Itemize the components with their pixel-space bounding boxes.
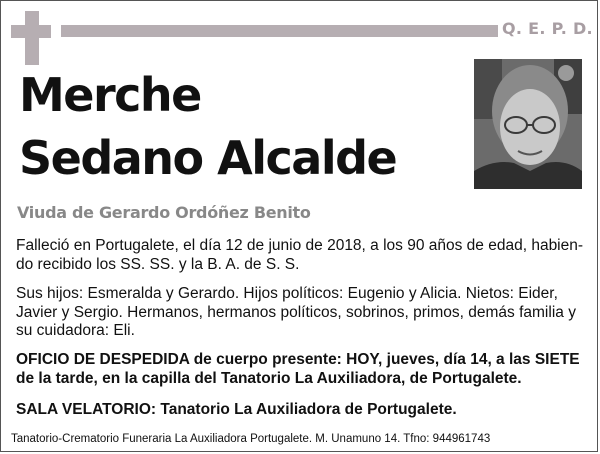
qepd-label: Q. E. P. D. <box>502 19 593 38</box>
farewell-service-paragraph: OFICIO DE DESPEDIDA de cuerpo presente: HOY, jueves, día 14, a las SIETE de la tarde, en la capilla del Tanatorio La Auxiliadora, de Portugalete. <box>16 351 580 387</box>
widow-of-line: Viuda de Gerardo Ordóñez Benito <box>17 203 311 222</box>
deceased-surnames: Sedano Alcalde <box>19 131 397 185</box>
header-divider-bar <box>61 25 498 37</box>
deceased-portrait-photo <box>474 59 582 189</box>
cross-vertical-bar <box>25 11 39 65</box>
cross-horizontal-bar <box>11 25 51 38</box>
family-paragraph: Sus hijos: Esmeralda y Gerardo. Hijos políticos: Eugenio y Alicia. Nietos: Eider, Javier y Sergio. Hermanos, hermanos políticos, sobrinos, primos, demás familia y su cuidadora: Eli. <box>16 285 576 339</box>
death-notice-paragraph: Falleció en Portugalete, el día 12 de junio de 2018, a los 90 años de edad, habien-do recibido los SS. SS. y la B. A. de S. S. <box>16 237 584 273</box>
portrait-image <box>474 59 582 189</box>
wake-room-paragraph: SALA VELATORIO: Tanatorio La Auxiliadora de Portugalete. <box>16 401 457 418</box>
deceased-first-name: Merche <box>19 68 201 122</box>
funeral-home-footer: Tanatorio-Crematorio Funeraria La Auxiliadora Portugalete. M. Unamuno 14. Tfno: 944961743 <box>11 433 491 445</box>
